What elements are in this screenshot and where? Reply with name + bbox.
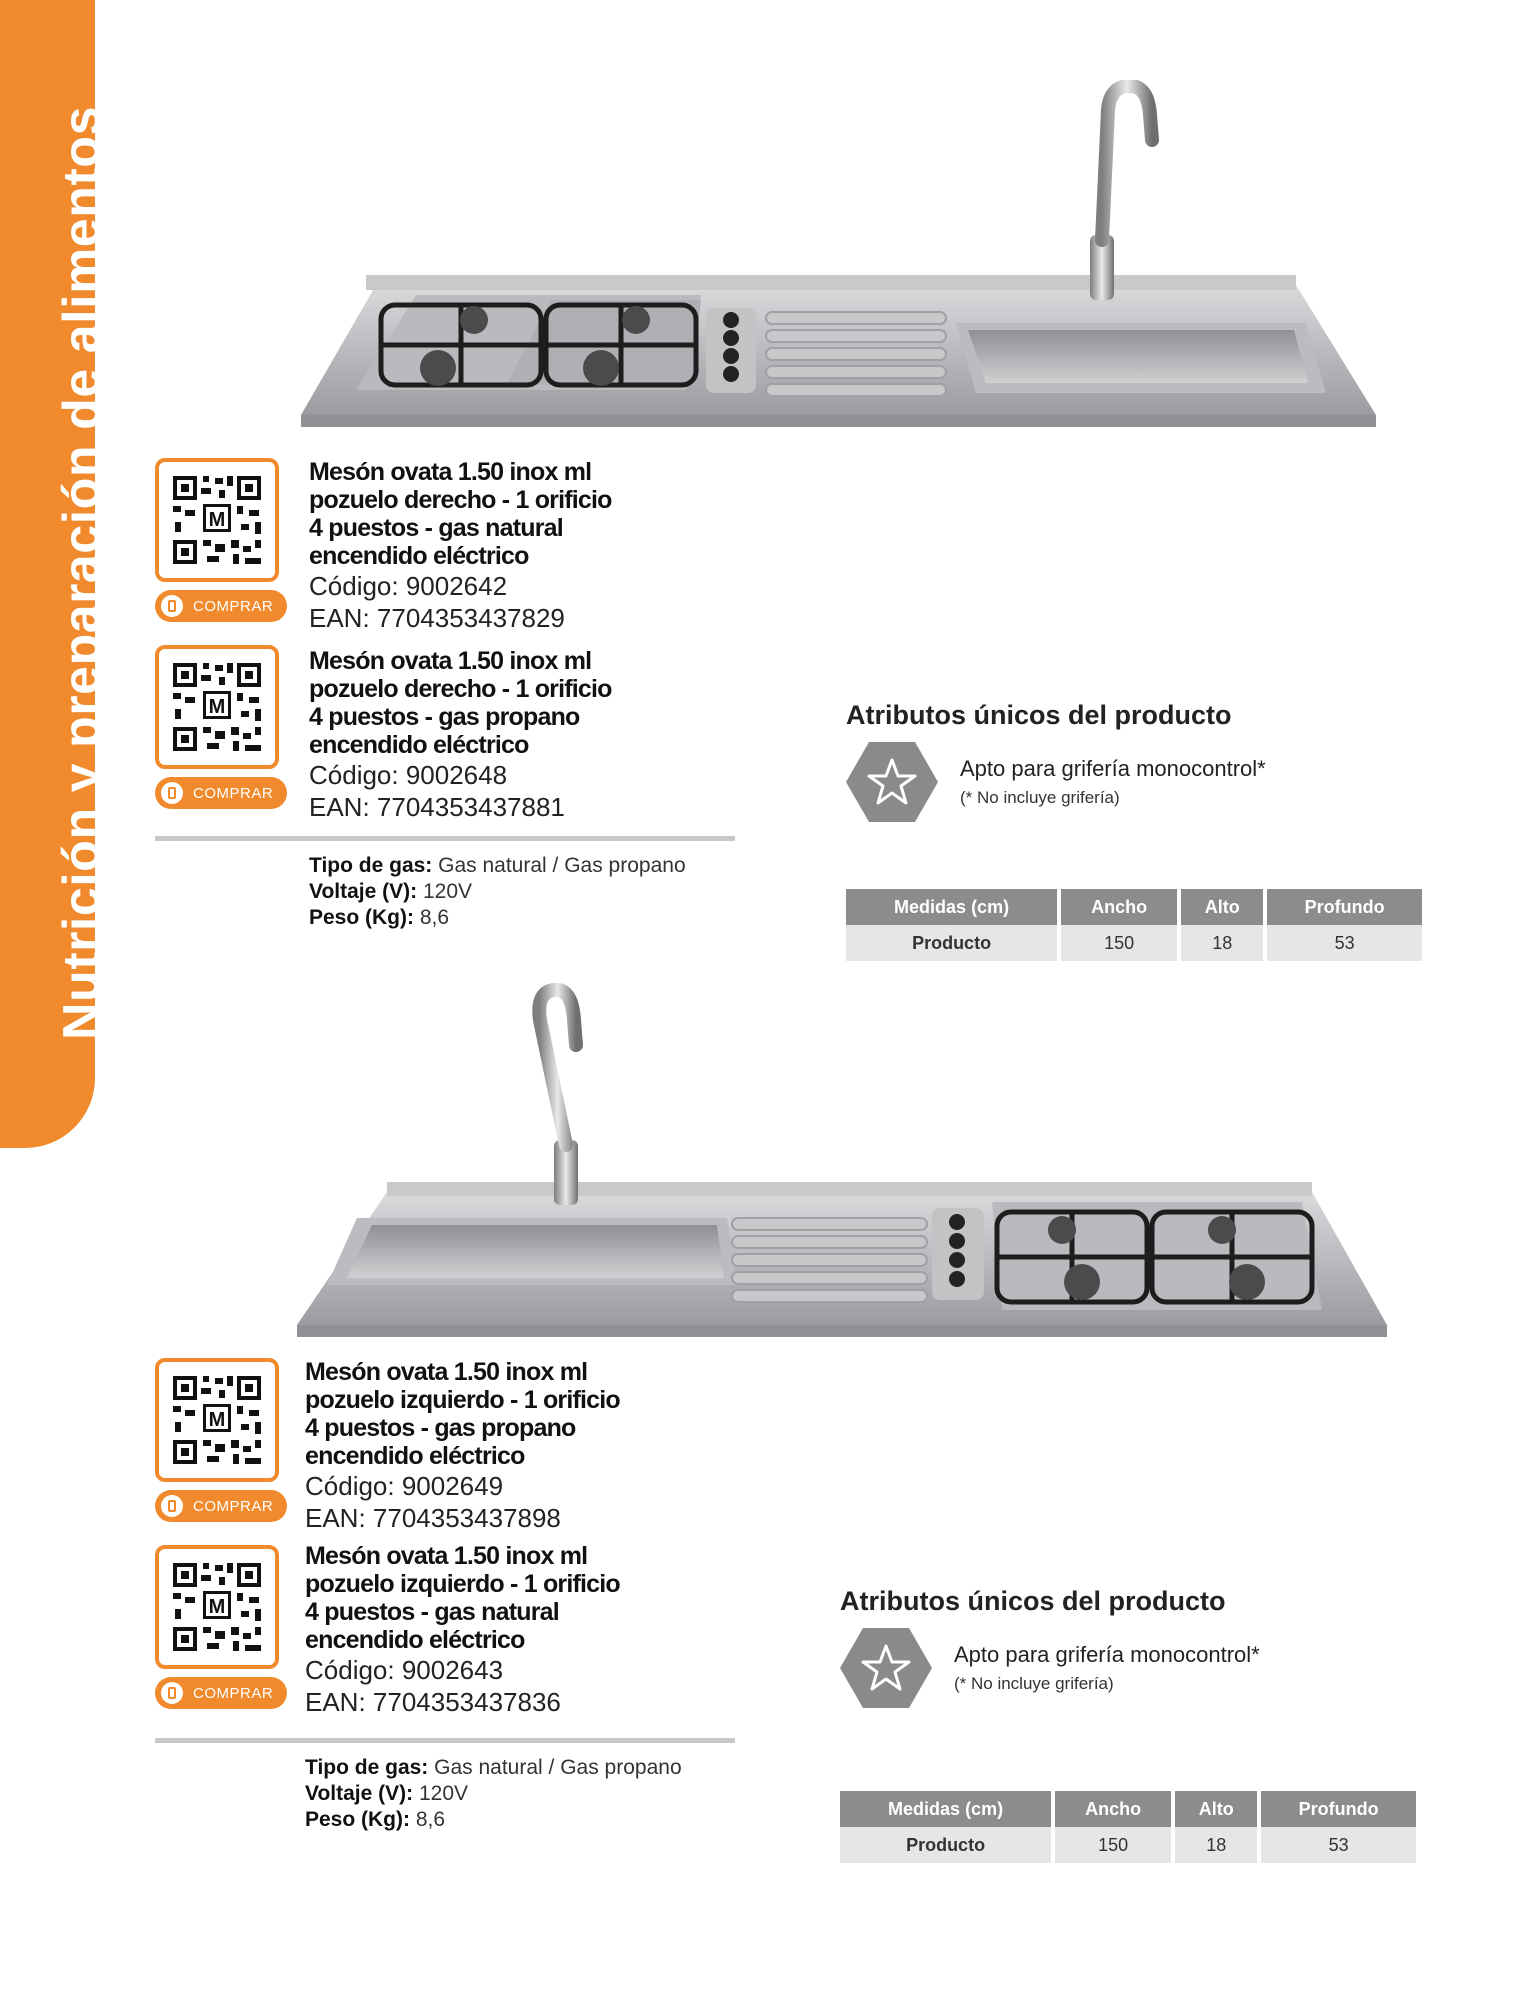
table-header: Medidas (cm) — [840, 1791, 1051, 1827]
star-icon — [840, 1626, 932, 1710]
product-info-9002643 — [305, 1542, 735, 1718]
attribute-text: Apto para grifería monocontrol* — [954, 1642, 1260, 1667]
product-code: Código: 9002648 — [309, 760, 508, 790]
product-title: Mesón ovata 1.50 inox ml pozuelo derecho - 1 orificio 4 puestos - gas natural encendido eléctrico — [309, 458, 612, 570]
measures-table — [836, 1791, 1420, 1863]
table-cell: Producto — [846, 925, 1057, 961]
product-title: Mesón ovata 1.50 inox ml pozuelo izquierdo - 1 orificio 4 puestos - gas natural encendido eléctrico — [305, 1542, 620, 1654]
qr-code[interactable] — [155, 645, 279, 769]
product-ean: EAN: 7704353437898 — [305, 1503, 561, 1533]
table-header: Alto — [1181, 889, 1263, 925]
buy-button[interactable]: COMPRAR — [155, 590, 287, 622]
table-cell: 53 — [1267, 925, 1422, 961]
qr-block-9002649[interactable] — [155, 1358, 289, 1522]
product-image-left-sink — [292, 980, 1392, 1352]
product-code: Código: 9002643 — [305, 1655, 504, 1685]
buy-button[interactable]: COMPRAR — [155, 1677, 287, 1709]
product-info-9002642 — [309, 458, 739, 634]
qr-block-9002648[interactable] — [155, 645, 289, 809]
attribute-note: (* No incluye grifería) — [954, 1674, 1114, 1693]
buy-button[interactable]: COMPRAR — [155, 777, 287, 809]
product-code: Código: 9002642 — [309, 571, 508, 601]
product-title: Mesón ovata 1.50 inox ml pozuelo izquierdo - 1 orificio 4 puestos - gas propano encendido eléctrico — [305, 1358, 620, 1470]
divider — [155, 836, 735, 841]
section-title: Nutrición y preparación de alimentos — [53, 106, 111, 1040]
phone-icon — [161, 1682, 183, 1704]
phone-icon — [161, 782, 183, 804]
qr-block-9002643[interactable] — [155, 1545, 289, 1709]
specs: Tipo de gas: Gas natural / Gas propano Voltaje (V): 120V Peso (Kg): 8,6 — [305, 1756, 682, 1831]
product-ean: EAN: 7704353437836 — [305, 1687, 561, 1717]
qr-code[interactable] — [155, 458, 279, 582]
table-header: Profundo — [1267, 889, 1422, 925]
qr-code[interactable] — [155, 1545, 279, 1669]
product-ean: EAN: 7704353437829 — [309, 603, 565, 633]
attribute-note: (* No incluye grifería) — [960, 788, 1120, 807]
star-icon — [846, 740, 938, 824]
table-cell: 18 — [1175, 1827, 1257, 1863]
section-side-tab — [0, 0, 111, 1148]
table-cell: 53 — [1261, 1827, 1416, 1863]
attribute-item — [840, 1626, 1260, 1710]
table-header: Profundo — [1261, 1791, 1416, 1827]
table-header: Alto — [1175, 1791, 1257, 1827]
product-info-9002649 — [305, 1358, 735, 1534]
measures-table — [842, 889, 1426, 961]
phone-icon — [161, 1495, 183, 1517]
table-cell: 150 — [1055, 1827, 1171, 1863]
buy-button[interactable]: COMPRAR — [155, 1490, 287, 1522]
table-cell: 150 — [1061, 925, 1177, 961]
specs: Tipo de gas: Gas natural / Gas propano Voltaje (V): 120V Peso (Kg): 8,6 — [309, 854, 686, 929]
product-image-right-sink — [296, 80, 1386, 440]
product-info-9002648 — [309, 647, 739, 823]
table-header: Ancho — [1061, 889, 1177, 925]
table-header: Ancho — [1055, 1791, 1171, 1827]
attribute-item — [846, 740, 1266, 824]
product-title: Mesón ovata 1.50 inox ml pozuelo derecho - 1 orificio 4 puestos - gas propano encendido eléctrico — [309, 647, 612, 759]
qr-block-9002642[interactable] — [155, 458, 289, 622]
attributes-title: Atributos únicos del producto — [846, 700, 1232, 730]
table-cell: Producto — [840, 1827, 1051, 1863]
table-cell: 18 — [1181, 925, 1263, 961]
product-code: Código: 9002649 — [305, 1471, 504, 1501]
phone-icon — [161, 595, 183, 617]
table-header: Medidas (cm) — [846, 889, 1057, 925]
product-ean: EAN: 7704353437881 — [309, 792, 565, 822]
attribute-text: Apto para grifería monocontrol* — [960, 756, 1266, 781]
qr-code[interactable] — [155, 1358, 279, 1482]
attributes-title: Atributos únicos del producto — [840, 1586, 1226, 1616]
divider — [155, 1738, 735, 1743]
